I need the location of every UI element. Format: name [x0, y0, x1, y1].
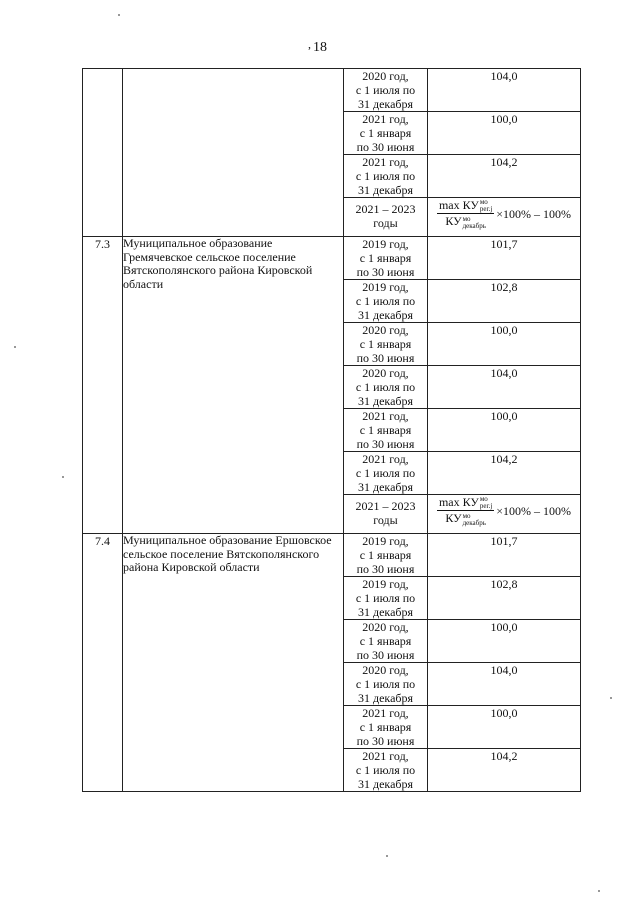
- denominator-text: КУ: [445, 214, 462, 229]
- period-line: по 30 июня: [356, 140, 415, 154]
- numerator-sub: рег.j: [479, 502, 493, 511]
- denominator-sub: декабрь: [462, 518, 486, 527]
- period-line: с 1 июля по: [355, 591, 416, 605]
- period-line: с 1 января: [359, 423, 412, 437]
- scan-mark: ,: [308, 37, 311, 51]
- value-cell: 101,7: [428, 534, 581, 577]
- denominator-text: КУ: [445, 511, 462, 526]
- period-line: 2021 год,: [362, 452, 409, 466]
- value-cell: 100,0: [428, 323, 581, 366]
- period-line: 2021 год,: [362, 112, 409, 126]
- period-cell: [344, 237, 428, 280]
- period-line: 2020 год,: [362, 366, 409, 380]
- period-line: 2019 год,: [362, 280, 409, 294]
- period-line: по 30 июня: [356, 562, 415, 576]
- numerator-sub: рег.j: [479, 205, 493, 214]
- period-line: с 1 июля по: [355, 763, 416, 777]
- formula: [428, 495, 580, 527]
- value-cell: 100,0: [428, 409, 581, 452]
- page-number: [0, 37, 640, 56]
- period-line: годы: [373, 216, 398, 230]
- period-cell: [344, 534, 428, 577]
- period-cell: [344, 495, 428, 534]
- period-line: 31 декабря: [357, 777, 414, 791]
- period-line: годы: [373, 513, 398, 527]
- period-cell: [344, 69, 428, 112]
- table-body: [83, 69, 581, 792]
- period-cell: [344, 112, 428, 155]
- period-line: с 1 июля по: [355, 380, 416, 394]
- period-cell: [344, 620, 428, 663]
- numerator-sup: мо: [479, 198, 488, 207]
- period-line: 2021 – 2023: [355, 499, 416, 513]
- denominator-sup: мо: [462, 214, 471, 223]
- formula-fraction: [437, 495, 494, 527]
- scan-speck: [14, 346, 16, 348]
- period-line: по 30 июня: [356, 648, 415, 662]
- table-row: [83, 69, 581, 112]
- value-cell: 102,8: [428, 577, 581, 620]
- value-cell: 100,0: [428, 706, 581, 749]
- period-cell: [344, 198, 428, 237]
- value-cell: 104,0: [428, 663, 581, 706]
- period-line: 2021 год,: [362, 409, 409, 423]
- value-cell: 104,0: [428, 69, 581, 112]
- formula-denominator: [443, 214, 488, 229]
- tariff-table: [82, 68, 581, 792]
- period-line: с 1 января: [359, 634, 412, 648]
- period-line: 31 декабря: [357, 605, 414, 619]
- section-number: 7.3: [83, 237, 123, 534]
- period-line: 2021 – 2023: [355, 202, 416, 216]
- period-cell: [344, 366, 428, 409]
- numerator-indices: [480, 199, 492, 213]
- period-line: 2020 год,: [362, 69, 409, 83]
- value-cell: 102,8: [428, 280, 581, 323]
- formula-cell: [428, 198, 581, 237]
- period-line: 2020 год,: [362, 663, 409, 677]
- scan-speck: [598, 890, 600, 892]
- period-line: с 1 января: [359, 126, 412, 140]
- formula-numerator: [437, 495, 494, 511]
- period-line: 31 декабря: [357, 480, 414, 494]
- value-cell: 104,2: [428, 452, 581, 495]
- period-line: 31 декабря: [357, 308, 414, 322]
- value-cell: 100,0: [428, 620, 581, 663]
- period-line: с 1 июля по: [355, 169, 416, 183]
- value-cell: 104,0: [428, 366, 581, 409]
- period-line: 31 декабря: [357, 691, 414, 705]
- period-cell: [344, 323, 428, 366]
- value-cell: 104,2: [428, 155, 581, 198]
- page-number-text: 18: [313, 40, 327, 55]
- period-line: по 30 июня: [356, 734, 415, 748]
- formula-tail: ×100% – 100%: [496, 503, 572, 518]
- denominator-indices: [463, 513, 486, 527]
- table-row: [83, 237, 581, 280]
- value-cell: 104,2: [428, 749, 581, 792]
- period-line: 2021 год,: [362, 749, 409, 763]
- numerator-indices: [480, 496, 492, 510]
- period-line: с 1 января: [359, 337, 412, 351]
- period-cell: [344, 409, 428, 452]
- formula-denominator: [443, 511, 488, 526]
- period-line: 2021 год,: [362, 155, 409, 169]
- period-line: по 30 июня: [356, 265, 415, 279]
- period-line: с 1 июля по: [355, 466, 416, 480]
- period-line: 2019 год,: [362, 577, 409, 591]
- period-line: с 1 июля по: [355, 83, 416, 97]
- period-line: с 1 января: [359, 548, 412, 562]
- scan-speck: [62, 476, 64, 478]
- denominator-sup: мо: [462, 511, 471, 520]
- denominator-indices: [463, 216, 486, 230]
- numerator-sup: мо: [479, 495, 488, 504]
- period-cell: [344, 452, 428, 495]
- section-number: 7.4: [83, 534, 123, 792]
- period-line: с 1 января: [359, 251, 412, 265]
- scan-speck: [386, 855, 388, 857]
- period-cell: [344, 155, 428, 198]
- period-line: 2020 год,: [362, 323, 409, 337]
- period-line: 2020 год,: [362, 620, 409, 634]
- table-row: [83, 534, 581, 577]
- section-name: Муниципальное образование Гремячевское сельское поселение Вятскополянского района Кировской области: [123, 237, 344, 534]
- numerator-text: max КУ: [438, 495, 479, 509]
- formula-numerator: [437, 198, 494, 214]
- value-cell: 101,7: [428, 237, 581, 280]
- period-cell: [344, 706, 428, 749]
- section-number-cell: [83, 69, 123, 237]
- formula: [428, 198, 580, 230]
- period-line: с 1 января: [359, 720, 412, 734]
- period-line: 2019 год,: [362, 237, 409, 251]
- section-name-cell: [123, 69, 344, 237]
- formula-tail: ×100% – 100%: [496, 206, 572, 221]
- period-cell: [344, 749, 428, 792]
- period-line: 2021 год,: [362, 706, 409, 720]
- formula-fraction: [437, 198, 494, 230]
- period-cell: [344, 663, 428, 706]
- value-cell: 100,0: [428, 112, 581, 155]
- scan-speck: [118, 14, 120, 16]
- numerator-text: max КУ: [438, 198, 479, 212]
- period-line: с 1 июля по: [355, 294, 416, 308]
- period-line: 2019 год,: [362, 534, 409, 548]
- section-name: Муниципальное образование Ершовское сельское поселение Вятскополянского района Кировской области: [123, 534, 344, 792]
- formula-cell: [428, 495, 581, 534]
- period-line: по 30 июня: [356, 437, 415, 451]
- period-cell: [344, 577, 428, 620]
- denominator-sub: декабрь: [462, 221, 486, 230]
- period-line: 31 декабря: [357, 183, 414, 197]
- period-line: по 30 июня: [356, 351, 415, 365]
- period-cell: [344, 280, 428, 323]
- period-line: с 1 июля по: [355, 677, 416, 691]
- period-line: 31 декабря: [357, 97, 414, 111]
- period-line: 31 декабря: [357, 394, 414, 408]
- scan-speck: [610, 697, 612, 699]
